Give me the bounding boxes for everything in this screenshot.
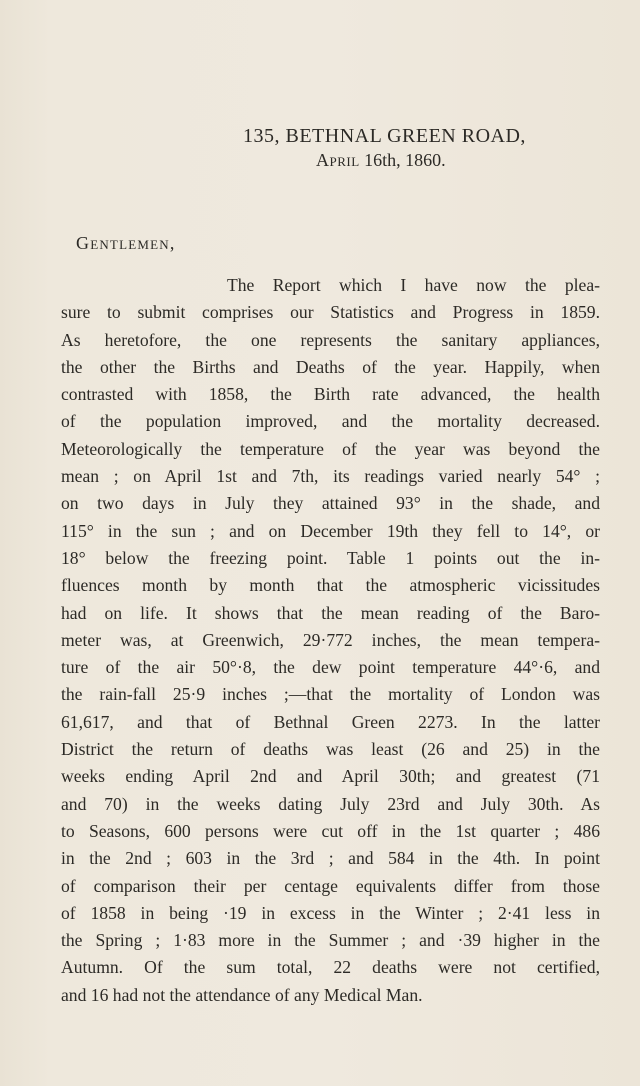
paragraph-line: weeks ending April 2nd and April 30th; and greatest (71 xyxy=(61,766,600,787)
paragraph-line: ture of the air 50°·8, the dew point temperature 44°·6, and xyxy=(61,657,600,678)
paragraph-line: had on life. It shows that the mean reading of the Baro- xyxy=(61,602,600,623)
paragraph-line: District the return of deaths was least (26 and 25) in the xyxy=(61,739,600,760)
salutation: Gentlemen, xyxy=(76,233,176,253)
paragraph-line: meter was, at Greenwich, 29·772 inches, the mean tempera- xyxy=(61,629,600,650)
letter-date xyxy=(316,150,446,171)
paragraph-line: the other the Births and Deaths of the year. Happily, when xyxy=(61,356,600,377)
date-day-year: 16th, 1860. xyxy=(364,150,446,170)
paragraph-line: the Spring ; 1·83 more in the Summer ; and ·39 higher in the xyxy=(61,930,600,951)
paragraph-line: fluences month by month that the atmospheric vicissitudes xyxy=(61,575,600,596)
paragraph-line: mean ; on April 1st and 7th, its readings varied nearly 54° ; xyxy=(61,466,600,487)
paragraph-line: Autumn. Of the sum total, 22 deaths were not certified, xyxy=(61,957,600,978)
paragraph-line: As heretofore, the one represents the sanitary appliances, xyxy=(61,329,600,350)
paragraph-line: and 70) in the weeks dating July 23rd and July 30th. As xyxy=(61,793,600,814)
paragraph-line: contrasted with 1858, the Birth rate advanced, the health xyxy=(61,384,600,405)
paragraph-line: The Report which I have now the plea- xyxy=(227,275,600,295)
paragraph-line: Meteorologically the temperature of the year was beyond the xyxy=(61,438,600,459)
sender-address: 135, BETHNAL GREEN ROAD, xyxy=(243,125,526,147)
report-paragraph xyxy=(61,272,600,1009)
paragraph-line: 18° below the freezing point. Table 1 points out the in- xyxy=(61,547,600,568)
paragraph-line: to Seasons, 600 persons were cut off in the 1st quarter ; 486 xyxy=(61,820,600,841)
date-month: April xyxy=(316,150,360,170)
paragraph-line: sure to submit comprises our Statistics and Progress in 1859. xyxy=(61,302,600,323)
paragraph-line: 115° in the sun ; and on December 19th they fell to 14°, or xyxy=(61,520,600,541)
paragraph-line: in the 2nd ; 603 in the 3rd ; and 584 in the 4th. In point xyxy=(61,848,600,869)
paragraph-line: of comparison their per centage equivalents differ from those xyxy=(61,875,600,896)
paragraph-line: 61,617, and that of Bethnal Green 2273. In the latter xyxy=(61,711,600,732)
paragraph-line: of 1858 in being ·19 in excess in the Winter ; 2·41 less in xyxy=(61,902,600,923)
paragraph-line: of the population improved, and the mortality decreased. xyxy=(61,411,600,432)
paragraph-line: on two days in July they attained 93° in the shade, and xyxy=(61,493,600,514)
paragraph-line: and 16 had not the attendance of any Medical Man. xyxy=(61,984,423,1005)
paragraph-line: the rain-fall 25·9 inches ;—that the mortality of London was xyxy=(61,684,600,705)
